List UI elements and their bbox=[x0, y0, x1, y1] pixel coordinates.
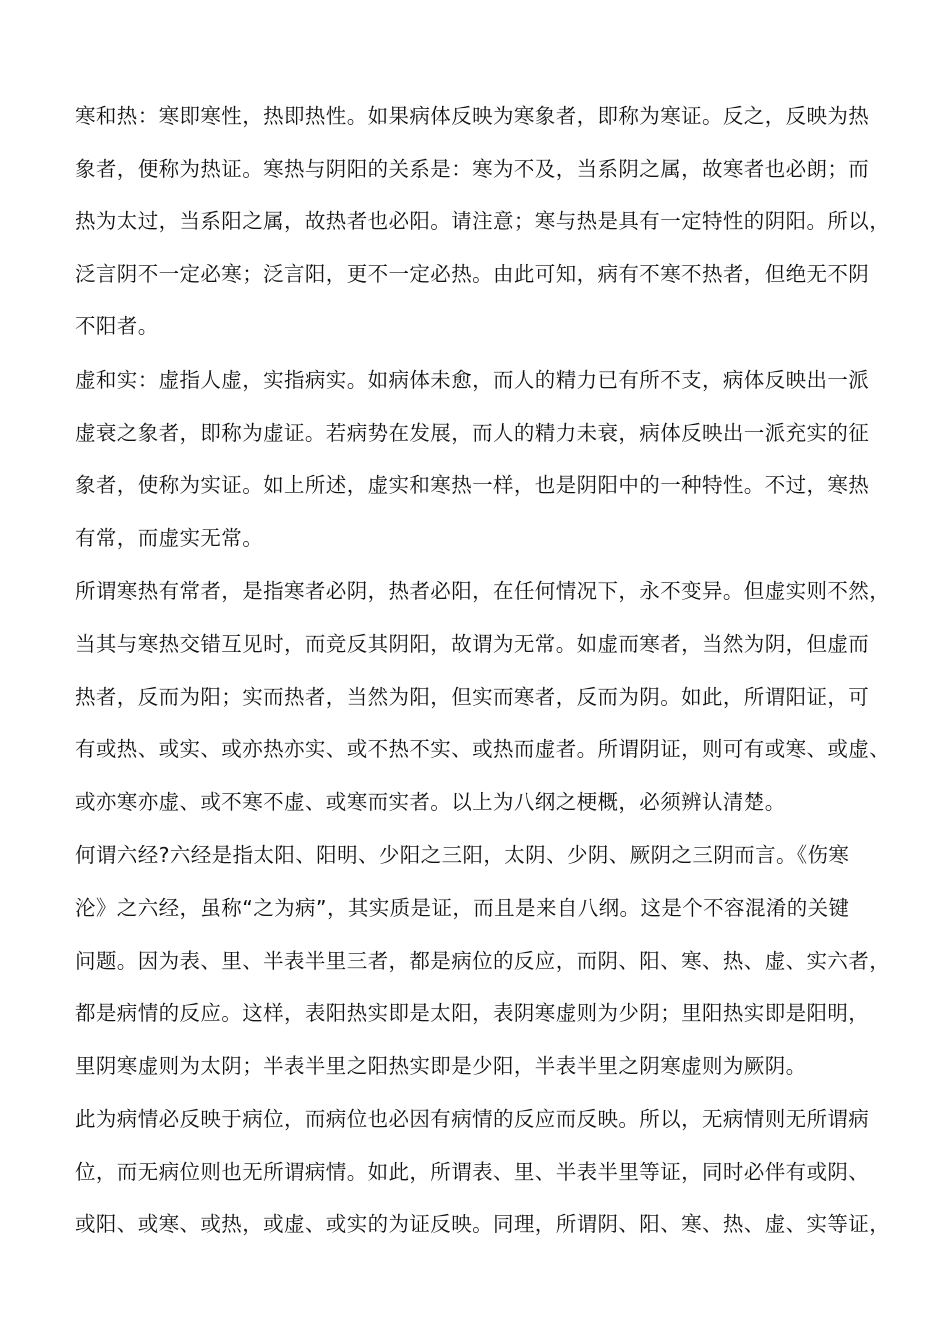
text-line: 里阴寒虚则为太阴；半表半里之阳热实即是少阳，半表半里之阴寒虚则为厥阴。 bbox=[75, 1053, 807, 1078]
text-line: 有或热、或实、或亦热亦实、或不热不实、或热而虚者。所谓阴证，则可有或寒、或虚、 bbox=[75, 737, 891, 762]
text-line: 当其与寒热交错互见时，而竞反其阴阳，故谓为无常。如虚而寒者，当然为阴，但虚而 bbox=[75, 631, 870, 656]
paragraph-six-channels bbox=[75, 829, 893, 1092]
paragraph-disease-location bbox=[75, 1093, 893, 1251]
text-line: 位，而无病位则也无所谓病情。如此，所谓表、里、半表半里等证，同时必伴有或阴、 bbox=[75, 1159, 870, 1184]
text-line: 所谓寒热有常者，是指寒者必阴，热者必阳，在任何情况下，永不变异。但虚实则不然， bbox=[75, 579, 891, 604]
text-line: 热为太过，当系阳之属，故热者也必阳。请注意；寒与热是具有一定特性的阴阳。所以， bbox=[75, 209, 891, 234]
text-line: 沦》之六经，虽称“之为病”，其实质是证，而且是来自八纲。这是个不容混淆的关键 bbox=[75, 895, 850, 920]
paragraph-cold-heat bbox=[75, 90, 893, 353]
text-line: 或阳、或寒、或热，或虚、或实的为证反映。同理，所谓阴、阳、寒、热、虚、实等证， bbox=[75, 1212, 891, 1237]
text-line: 虚和实：虚指人虚，实指病实。如病体未愈，而人的精力已有所不支，病体反映出一派 bbox=[75, 367, 870, 392]
text-line: 此为病情必反映于病位，而病位也必因有病情的反应而反映。所以，无病情则无所谓病 bbox=[75, 1107, 870, 1132]
text-line: 都是病情的反应。这样，表阳热实即是太阳，表阴寒虚则为少阴；里阳热实即是阳明， bbox=[75, 1001, 870, 1026]
document-body bbox=[75, 90, 893, 1252]
text-line: 或亦寒亦虚、或不寒不虚、或寒而实者。以上为八纲之梗概，必须辨认清楚。 bbox=[75, 789, 786, 814]
text-line: 象者，便称为热证。寒热与阴阳的关系是：寒为不及，当系阴之属，故寒者也必朗；而 bbox=[75, 156, 870, 181]
paragraph-deficiency-excess bbox=[75, 354, 893, 564]
text-line: 寒和热：寒即寒性，热即热性。如果病体反映为寒象者，即称为寒证。反之，反映为热 bbox=[75, 104, 870, 128]
paragraph-constant-variable bbox=[75, 565, 893, 828]
text-line: 有常，而虚实无常。 bbox=[75, 525, 264, 550]
text-line: 虚衰之象者，即称为虚证。若病势在发展，而人的精力未衰，病体反映出一派充实的征 bbox=[75, 420, 870, 445]
text-line: 何谓六经?六经是指太阳、阳明、少阳之三阳，太阴、少阴、厥阴之三阴而言。《伤寒 bbox=[75, 843, 850, 868]
text-line: 热者，反而为阳；实而热者，当然为阳，但实而寒者，反而为阴。如此，所谓阳证，可 bbox=[75, 684, 870, 709]
text-line: 问题。因为表、里、半表半里三者，都是病位的反应，而阴、阳、寒、热、虚、实六者， bbox=[75, 948, 891, 973]
text-line: 象者，使称为实证。如上所述，虚实和寒热一样，也是阴阳中的一种特性。不过，寒热 bbox=[75, 473, 870, 498]
text-line: 泛言阴不一定必寒；泛言阳，更不一定必热。由此可知，病有不寒不热者，但绝无不阴 bbox=[75, 261, 870, 286]
text-line: 不阳者。 bbox=[75, 314, 159, 339]
